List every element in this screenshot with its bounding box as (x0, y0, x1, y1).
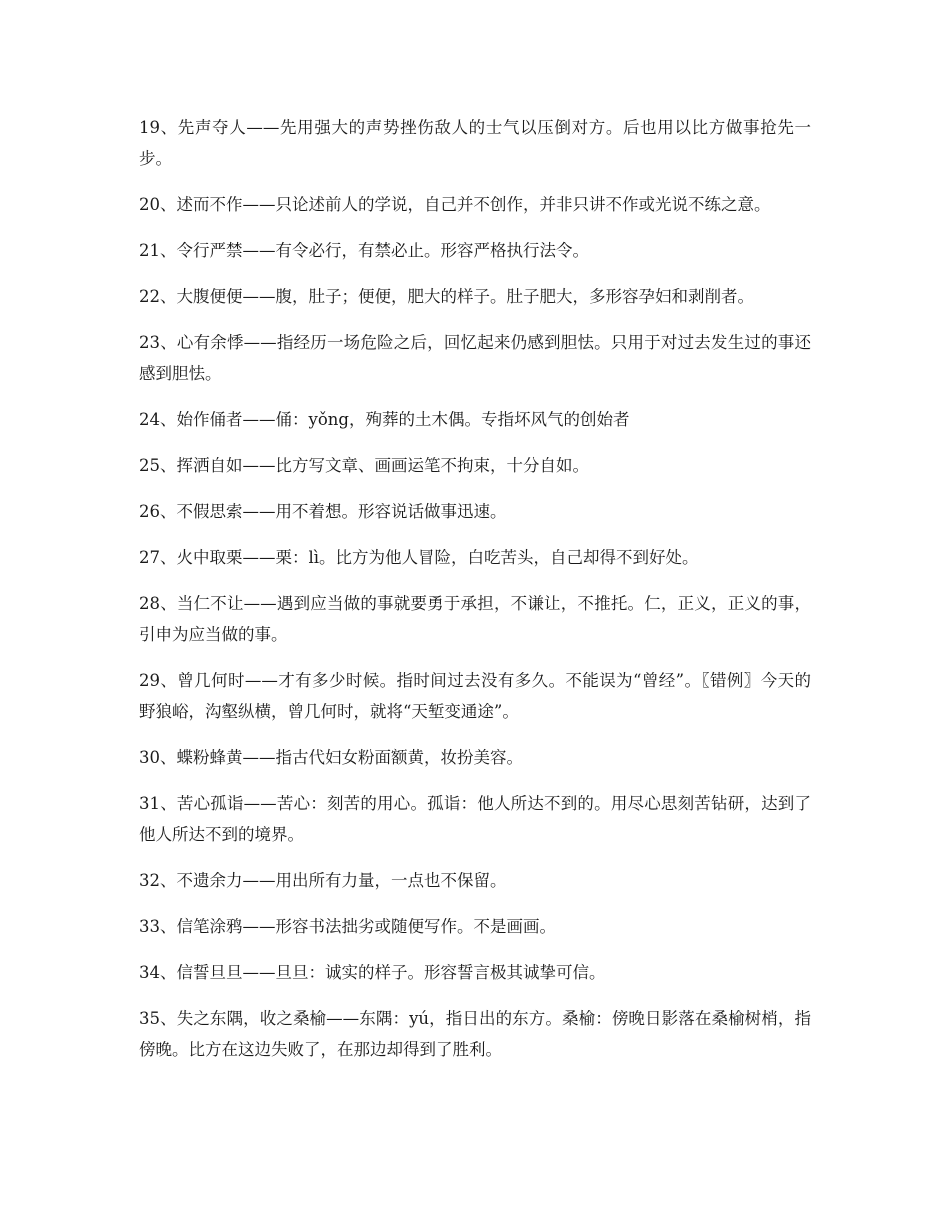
entry-28: 28、当仁不让——遇到应当做的事就要勇于承担，不谦让，不推托。仁，正义，正义的事，引申为应当做的事。 (139, 594, 811, 644)
entry-19: 19、先声夺人——先用强大的声势挫伤敌人的士气以压倒对方。后也用以比方做事抢先一步。 (139, 118, 811, 168)
entry-23: 23、心有余悸——指经历一场危险之后，回忆起来仍感到胆怯。只用于对过去发生过的事还感到胆怯。 (139, 333, 811, 383)
entry-24: 24、始作俑者——俑：yǒng，殉葬的土木偶。专指坏风气的创始者 (139, 410, 630, 429)
entry-34: 34、信誓旦旦——旦旦：诚实的样子。形容誓言极其诚挚可信。 (139, 963, 606, 982)
entry-20: 20、述而不作——只论述前人的学说，自己并不创作，并非只讲不作或光说不练之意。 (139, 195, 771, 214)
entry-list (139, 112, 811, 1080)
entry-35: 35、失之东隅，收之桑榆——东隅：yú，指日出的东方。桑榆：傍晚日影落在桑榆树梢，指傍晚。比方在这边失败了，在那边却得到了胜利。 (139, 1009, 811, 1059)
entry-21: 21、令行严禁——有令必行，有禁必止。形容严格执行法令。 (139, 241, 589, 260)
entry-29: 29、曾几何时——才有多少时候。指时间过去没有多久。不能误为“曾经”。〖错例〗今天的野狼峪，沟壑纵横，曾几何时，就将“天堑变通途”。 (139, 671, 811, 721)
entry-33: 33、信笔涂鸦——形容书法拙劣或随便写作。不是画画。 (139, 917, 556, 936)
entry-32: 32、不遗余力——用出所有力量，一点也不保留。 (139, 871, 507, 890)
entry-26: 26、不假思索——用不着想。形容说话做事迅速。 (139, 502, 507, 521)
entry-25: 25、挥洒自如——比方写文章、画画运笔不拘束，十分自如。 (139, 456, 589, 475)
entry-22: 22、大腹便便——腹，肚子；便便，肥大的样子。肚子肥大，多形容孕妇和剥削者。 (139, 287, 754, 306)
entry-30: 30、蝶粉蜂黄——指古代妇女粉面额黄，妆扮美容。 (139, 748, 523, 767)
entry-31: 31、苦心孤诣——苦心：刻苦的用心。孤诣：他人所达不到的。用尽心思刻苦钻研，达到了他人所达不到的境界。 (139, 794, 811, 844)
entry-27: 27、火中取栗——栗：lì。比方为他人冒险，白吃苦头，自己却得不到好处。 (139, 548, 699, 567)
